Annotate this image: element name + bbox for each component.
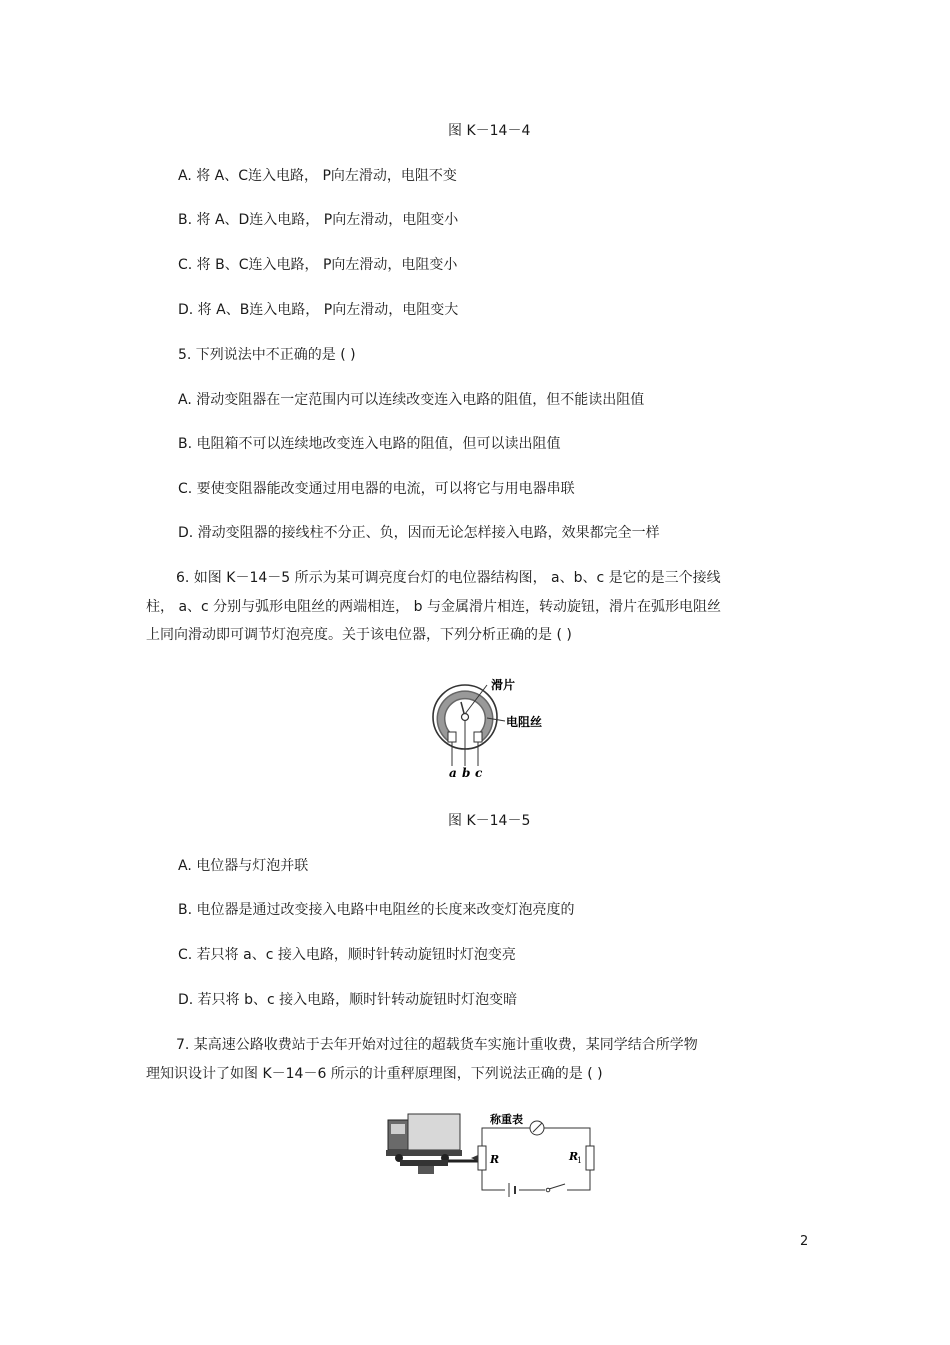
q6-stem-line-2: 柱， a、c 分别与弧形电阻丝的两端相连， b 与金属滑片相连，转动旋钮，滑片在弧形电阻丝	[146, 599, 721, 615]
q5-option-a: A. 滑动变阻器在一定范围内可以连续改变连入电路的阻值，但不能读出阻值	[178, 392, 645, 408]
q6-option-d: D. 若只将 b、c 接入电路，顺时针转动旋钮时灯泡变暗	[178, 992, 518, 1008]
slider-pivot	[462, 714, 469, 721]
q5-option-c: C. 要使变阻器能改变通过用电器的电流，可以将它与用电器串联	[178, 481, 575, 497]
q4-option-c: C. 将 B、C连入电路， P向左滑动，电阻变小	[178, 257, 458, 273]
label-r: R	[490, 1153, 500, 1166]
q6-option-c: C. 若只将 a、c 接入电路，顺时针转动旋钮时灯泡变亮	[178, 947, 516, 963]
arc-end-right	[474, 732, 482, 742]
page-number: 2	[800, 1234, 809, 1249]
label-terminal-b: b	[462, 766, 471, 780]
q6-option-b: B. 电位器是通过改变接入电路中电阻丝的长度来改变灯泡亮度的	[178, 902, 575, 918]
label-terminal-c: c	[475, 766, 483, 780]
q5-option-b: B. 电阻箱不可以连续地改变连入电路的阻值，但可以读出阻值	[178, 436, 561, 452]
q6-option-a: A. 电位器与灯泡并联	[178, 858, 309, 874]
arc-end-left	[448, 732, 456, 742]
label-weight-meter: 称重表	[490, 1113, 523, 1126]
q6-stem-line-1: 6. 如图 K－14－5 所示为某可调亮度台灯的电位器结构图， a、b、c 是它的是三个接线	[176, 570, 721, 586]
label-slider: 滑片	[491, 678, 516, 692]
q5-stem: 5. 下列说法中不正确的是 ( )	[178, 347, 356, 363]
q7-stem-line-1: 7. 某高速公路收费站于去年开始对过往的超载货车实施计重收费，某同学结合所学物	[176, 1037, 698, 1053]
figure-caption-k-14-5: 图 K－14－5	[448, 813, 531, 829]
truck-image	[386, 1114, 462, 1162]
q4-option-d: D. 将 A、B连入电路， P向左滑动，电阻变大	[178, 302, 459, 318]
rheostat-r	[478, 1146, 486, 1170]
weighing-circuit-figure	[385, 1108, 605, 1198]
scale-platform	[400, 1160, 448, 1166]
label-r1-subscript: 1	[577, 1156, 583, 1165]
battery-gap	[505, 1184, 519, 1196]
q7-stem-line-2: 理知识设计了如图 K－14－6 所示的计重秤原理图，下列说法正确的是 ( )	[146, 1066, 603, 1082]
label-r1: R	[569, 1150, 579, 1163]
label-terminal-a: a	[449, 766, 457, 780]
potentiometer-figure	[425, 672, 560, 782]
resistor-r1	[586, 1146, 594, 1170]
q6-stem-line-3: 上同向滑动即可调节灯泡亮度。关于该电位器，下列分析正确的是 ( )	[146, 627, 572, 643]
scale-base	[418, 1166, 434, 1174]
q4-option-a: A. 将 A、C连入电路， P向左滑动，电阻不变	[178, 168, 457, 184]
circuit-bottom-wire	[482, 1170, 590, 1190]
q5-option-d: D. 滑动变阻器的接线柱不分正、负，因而无论怎样接入电路，效果都完全一样	[178, 525, 660, 541]
q4-option-b: B. 将 A、D连入电路， P向左滑动，电阻变小	[178, 212, 459, 228]
label-resistance-wire: 电阻丝	[506, 715, 543, 729]
figure-caption-k-14-4: 图 K－14－4	[448, 123, 531, 139]
